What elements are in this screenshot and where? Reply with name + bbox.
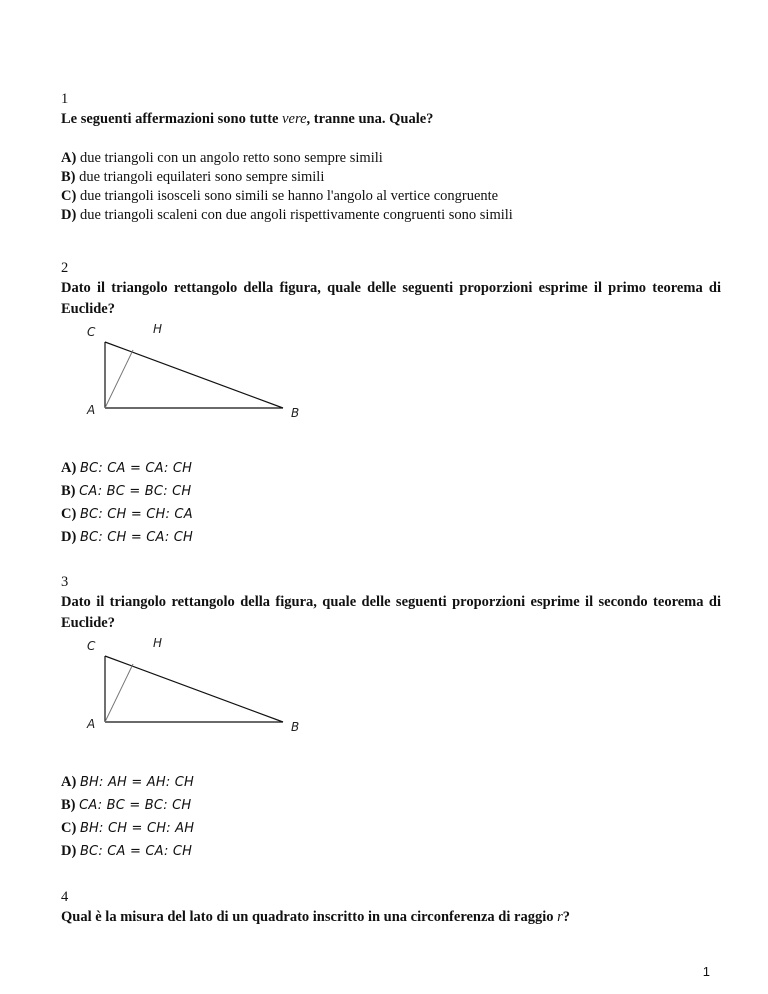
option-letter: A) [61, 460, 77, 476]
option-letter: D) [61, 529, 77, 545]
question-text-part: Qual è la misura del lato di un quadrato inscritto in una circonferenza di raggio [61, 909, 558, 925]
option-formula: BC: CA = CA: CH [79, 844, 193, 859]
option-letter: B) [61, 797, 76, 813]
question-4 [61, 887, 721, 928]
option-letter: C) [61, 188, 77, 204]
option-formula: BH: AH = AH: CH [79, 775, 195, 790]
vertex-label-a: A [87, 403, 96, 417]
question-text-emphasis: vere [282, 111, 307, 127]
option-letter: C) [61, 506, 77, 522]
question-number: 4 [61, 889, 69, 905]
option-a [61, 771, 721, 794]
option-formula: BH: CH = CH: AH [79, 821, 195, 836]
option-letter: D) [61, 207, 77, 223]
option-a [61, 149, 721, 168]
option-letter: B) [61, 169, 76, 185]
option-letter: A) [61, 774, 77, 790]
options-list [61, 149, 721, 225]
right-triangle-figure [61, 636, 321, 744]
vertex-label-a: A [87, 717, 96, 731]
question-text [61, 907, 721, 928]
option-text: due triangoli equilateri sono sempre simili [75, 169, 325, 185]
question-text-part: , tranne una. Quale? [306, 111, 434, 127]
option-formula: BC: CH = CA: CH [79, 530, 194, 545]
option-formula: BC: CH = CH: CA [79, 507, 193, 522]
option-formula: CA: BC = BC: CH [79, 484, 192, 499]
page-number: 1 [702, 964, 710, 979]
option-formula: CA: BC = BC: CH [79, 798, 192, 813]
question-text-part: ? [562, 909, 571, 925]
triangle-diagram [61, 644, 321, 744]
question-text: Dato il triangolo rettangolo della figura, quale delle seguenti proporzioni esprime il primo teorema di Euclide? [61, 280, 721, 317]
option-b [61, 480, 721, 503]
question-text [61, 109, 721, 130]
question-1 [61, 89, 721, 225]
option-c [61, 817, 721, 840]
option-text: due triangoli scaleni con due angoli rispettivamente congruenti sono simili [76, 207, 513, 223]
option-b [61, 168, 721, 187]
question-2 [61, 258, 721, 549]
option-formula: BC: CA = CA: CH [79, 461, 193, 476]
option-c [61, 187, 721, 206]
option-letter: A) [61, 150, 77, 166]
right-triangle-figure [61, 322, 321, 430]
question-number: 1 [61, 91, 69, 107]
options-list [61, 457, 721, 549]
option-d [61, 526, 721, 549]
question-number: 3 [61, 574, 69, 590]
vertex-label-c: C [87, 639, 96, 653]
option-b [61, 794, 721, 817]
option-d [61, 206, 721, 225]
options-list [61, 771, 721, 863]
option-letter: B) [61, 483, 76, 499]
altitude-ah [105, 350, 133, 408]
question-text-variable: r [557, 909, 563, 925]
option-text: due triangoli isosceli sono simili se hanno l'angolo al vertice congruente [76, 188, 499, 204]
question-3 [61, 572, 721, 863]
vertex-label-h: H [153, 322, 163, 336]
vertex-label-h: H [153, 636, 163, 650]
altitude-ah [105, 664, 133, 722]
option-text: due triangoli con un angolo retto sono sempre simili [76, 150, 383, 166]
vertex-label-b: B [291, 406, 300, 420]
question-text-part: Le seguenti affermazioni sono tutte [61, 111, 283, 127]
option-c [61, 503, 721, 526]
option-d [61, 840, 721, 863]
vertex-label-c: C [87, 325, 96, 339]
question-number: 2 [61, 260, 69, 276]
vertex-label-b: B [291, 720, 300, 734]
question-text: Dato il triangolo rettangolo della figura, quale delle seguenti proporzioni esprime il secondo teorema di Euclide? [61, 594, 721, 631]
option-a [61, 457, 721, 480]
triangle-diagram [61, 330, 321, 430]
option-letter: D) [61, 843, 77, 859]
option-letter: C) [61, 820, 77, 836]
